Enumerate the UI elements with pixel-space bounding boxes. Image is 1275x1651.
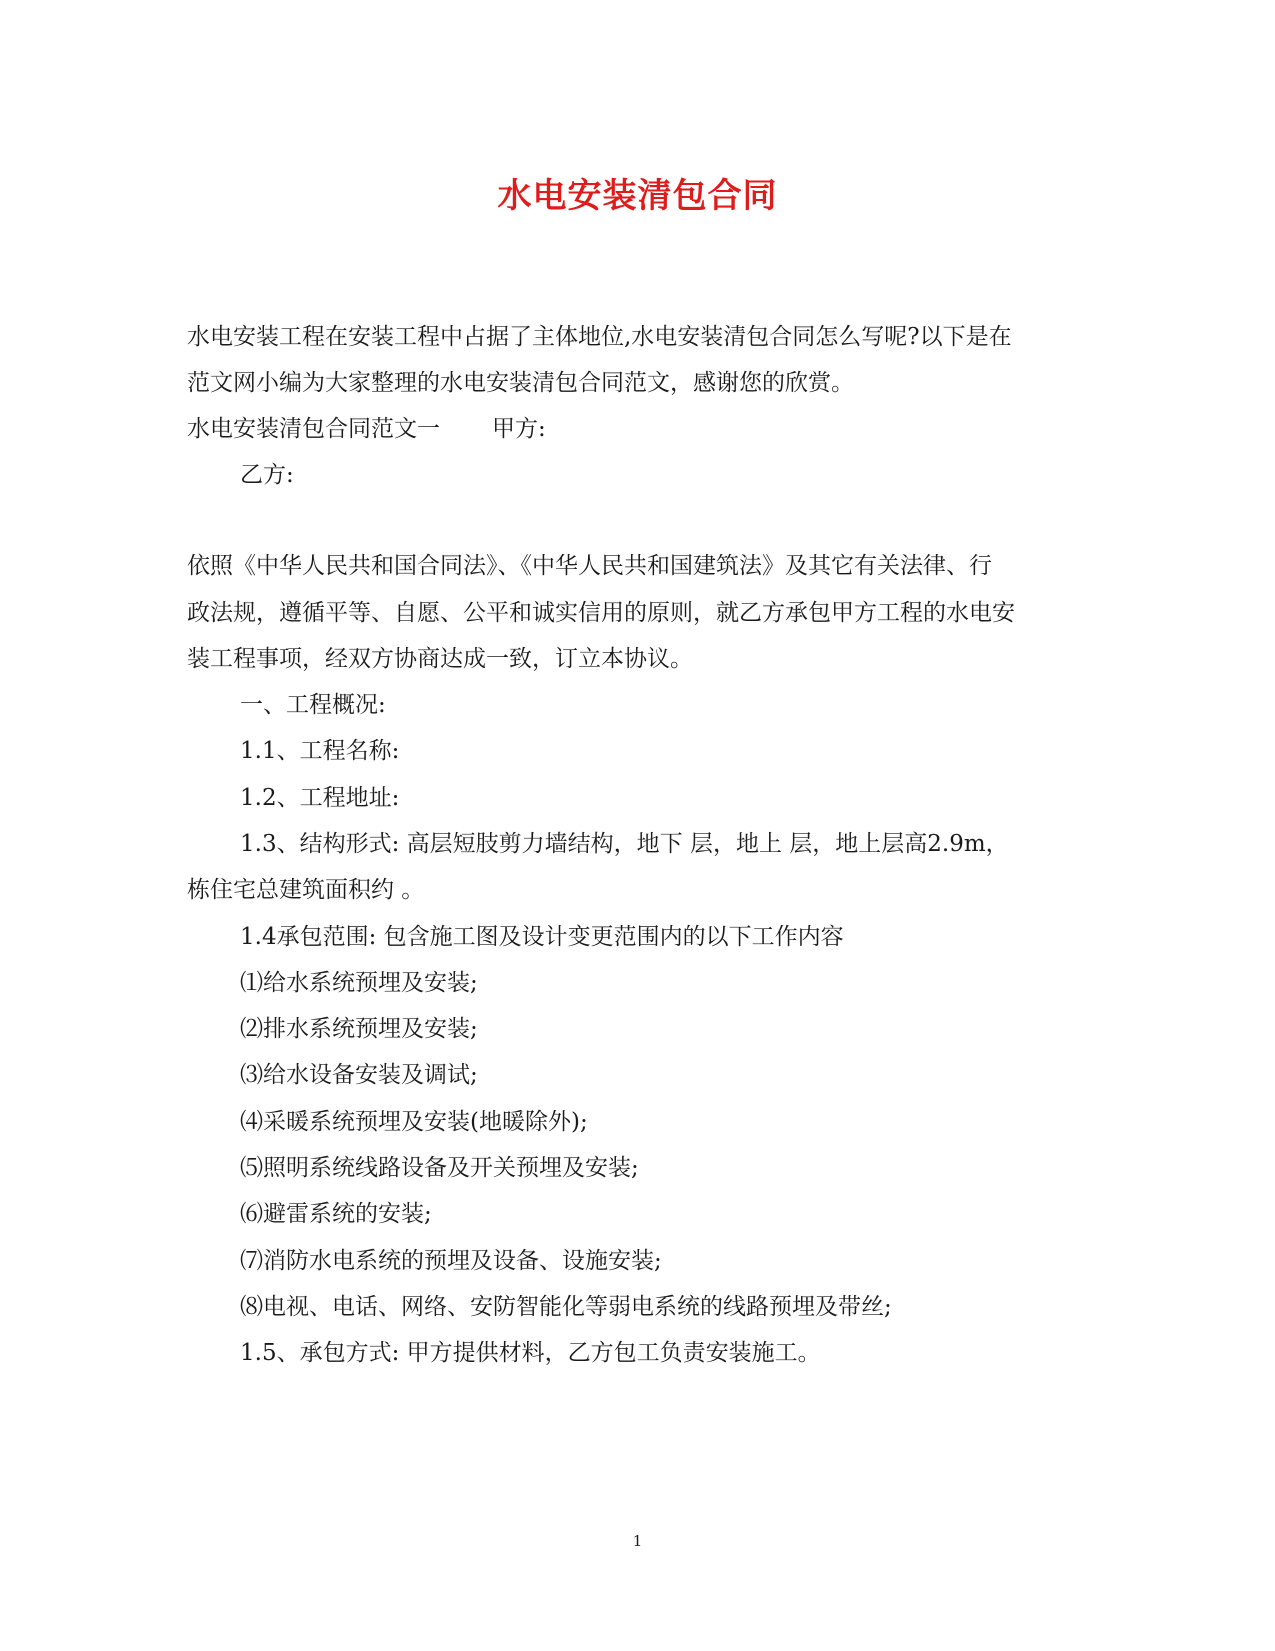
scope-item: ⑶给水设备安装及调试; <box>240 1062 478 1088</box>
item-1-1: 1.1、工程名称: <box>240 738 400 764</box>
intro-line-2: 范文网小编为大家整理的水电安装清包合同范文，感谢您的欣赏。 <box>187 370 854 396</box>
item-1-4: 1.4承包范围: 包含施工图及设计变更范围内的以下工作内容 <box>240 924 844 950</box>
preamble-line-2: 政法规，遵循平等、自愿、公平和诚实信用的原则，就乙方承包甲方工程的水电安 <box>187 600 1015 626</box>
section-1-heading: 一、工程概况: <box>240 692 386 718</box>
scope-item: ⑻电视、电话、网络、安防智能化等弱电系统的线路预埋及带丝; <box>240 1294 892 1320</box>
item-1-5: 1.5、承包方式: 甲方提供材料，乙方包工负责安装施工。 <box>240 1340 821 1366</box>
party-b-label: 乙方: <box>240 462 294 488</box>
scope-item: ⑵排水系统预埋及安装; <box>240 1016 478 1042</box>
scope-item: ⑸照明系统线路设备及开关预埋及安装; <box>240 1155 639 1181</box>
intro-line-1: 水电安装工程在安装工程中占据了主体地位,水电安装清包合同怎么写呢?以下是在 <box>187 324 1012 350</box>
item-1-3-line-1: 1.3、结构形式: 高层短肢剪力墙结构，地下 层，地上 层，地上层高2.9m， <box>240 831 1009 857</box>
page-number: 1 <box>632 1532 643 1550</box>
sample-heading: 水电安装清包合同范文一 <box>187 416 440 442</box>
sample-heading-row <box>187 414 546 444</box>
scope-item: ⑺消防水电系统的预埋及设备、设施安装; <box>240 1248 662 1274</box>
scope-item: ⑴给水系统预埋及安装; <box>240 970 478 996</box>
scope-item: ⑹避雷系统的安装; <box>240 1201 432 1227</box>
preamble-line-3: 装工程事项，经双方协商达成一致，订立本协议。 <box>187 646 693 672</box>
party-a-label: 甲方: <box>492 416 546 442</box>
preamble-line-1: 依照《中华人民共和国合同法》、《中华人民共和国建筑法》及其它有关法律、行 <box>187 553 992 579</box>
scope-item: ⑷采暖系统预埋及安装(地暖除外); <box>240 1109 588 1135</box>
document-title: 水电安装清包合同 <box>497 176 778 216</box>
item-1-2: 1.2、工程地址: <box>240 785 400 811</box>
item-1-3-line-2: 栋住宅总建筑面积约 。 <box>187 877 425 903</box>
